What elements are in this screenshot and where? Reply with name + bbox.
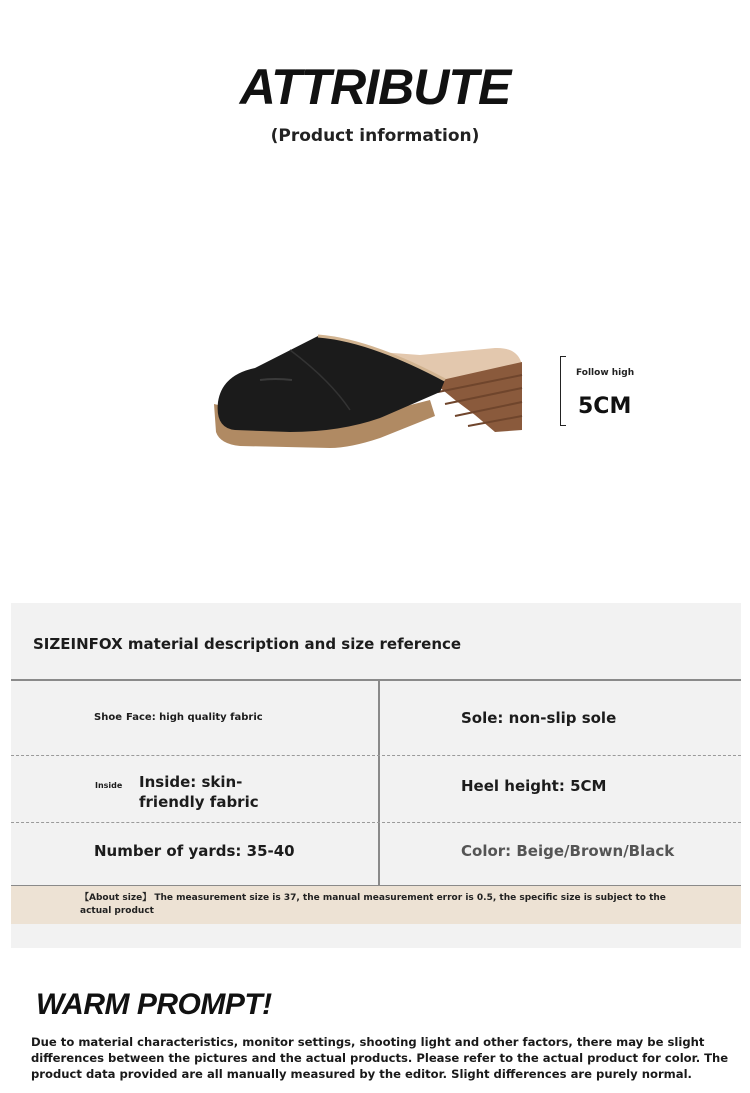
table-column-divider	[378, 680, 380, 885]
row1-right: Sole: non-slip sole	[461, 709, 617, 727]
warm-prompt-title: WARM PROMPT!	[36, 988, 272, 1021]
row3-right: Color: Beige/Brown/Black	[461, 842, 675, 860]
info-heading: SIZEINFOX material description and size reference	[33, 635, 462, 653]
row1-left-prefix: Shoe	[94, 712, 122, 723]
page-title: ATTRIBUTE	[239, 59, 511, 115]
row-divider	[11, 755, 741, 756]
height-bracket	[560, 356, 566, 426]
row2-left-prefix: Inside	[95, 781, 123, 790]
page-subtitle: (Product information)	[270, 126, 480, 146]
warm-prompt-body: Due to material characteristics, monitor settings, shooting light and other factors, there may be slight differences between the pictures and the actual products. Please refer to the actual product for color. The product data provided are all manually measured by the editor. Slight differences are purely normal.	[31, 1035, 729, 1081]
row-divider	[11, 822, 741, 823]
table-top-divider	[11, 679, 741, 681]
height-value: 5CM	[578, 394, 632, 419]
height-label: Follow high	[576, 368, 635, 378]
row2-right: Heel height: 5CM	[461, 777, 607, 795]
size-note-band	[11, 886, 741, 924]
shoe-image	[200, 320, 540, 460]
product-info-panel	[11, 603, 741, 948]
heel-height-marker	[560, 356, 660, 428]
row3-left: Number of yards: 35-40	[94, 842, 295, 860]
row1-left: Face: high quality fabric	[126, 712, 263, 723]
row2-left: Inside: skin-friendly fabric	[139, 773, 259, 811]
size-note: 【About size】 The measurement size is 37, the manual measurement error is 0.5, the specific size is subject to the actual product	[80, 893, 666, 916]
